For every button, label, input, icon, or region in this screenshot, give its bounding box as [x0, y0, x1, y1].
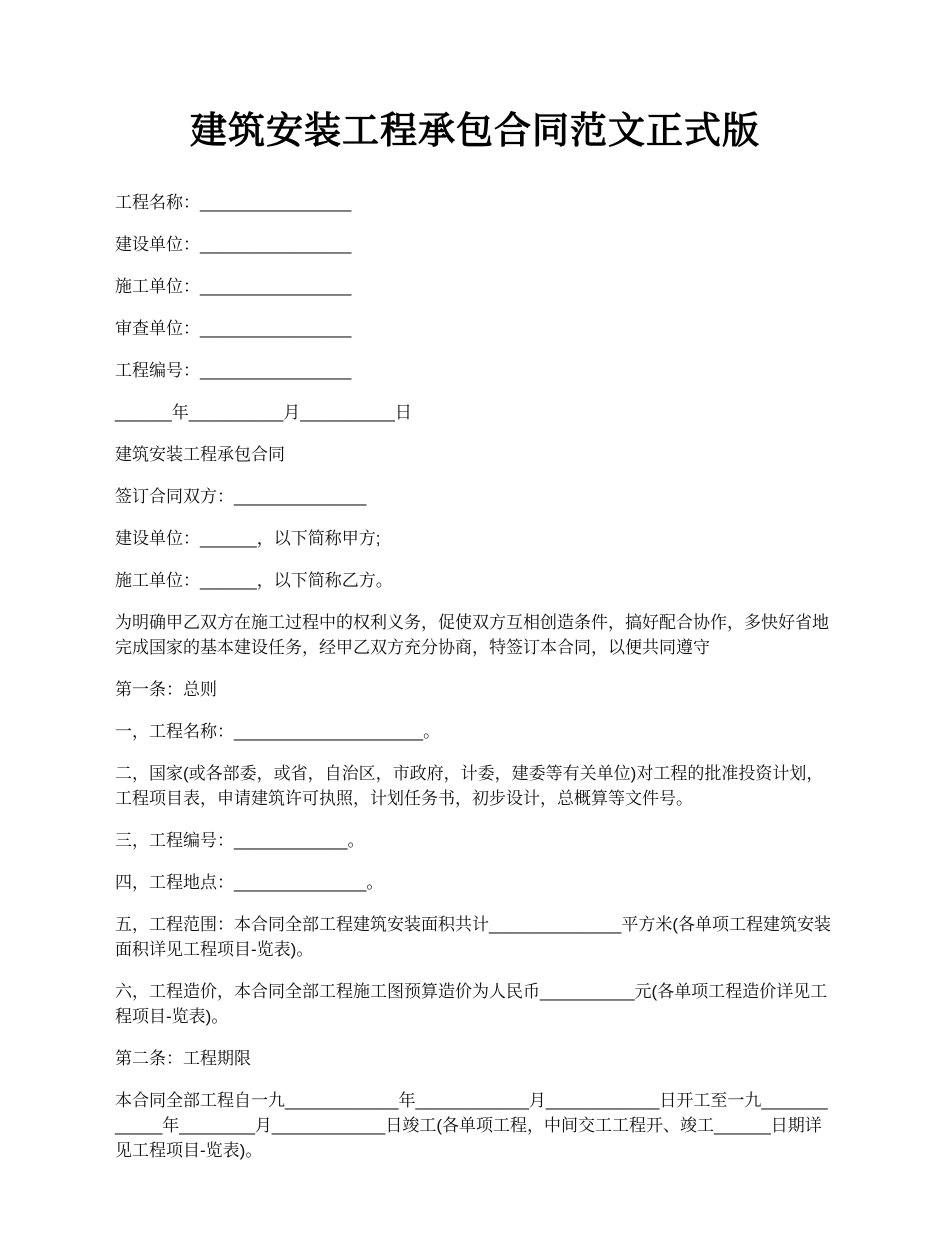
field-review-unit: 审查单位：________________	[115, 319, 352, 338]
article-1-heading: 第一条：总则	[115, 680, 217, 699]
field-project-name: 工程名称：________________	[115, 193, 352, 212]
article-2-duration-paragraph: 本合同全部工程自一九____________年____________月____________日开工至一九____________年________月____________日竣工(各单项工程，中间交工工程开、竣工______日期详见工程项目-览表)。	[115, 1091, 828, 1160]
preamble-paragraph: 为明确甲乙双方在施工过程中的权利义务，促使双方互相创造条件，搞好配合协作，多快好省地完成国家的基本建设任务，经甲乙双方充分协商，特签订本合同，以便共同遵守	[115, 613, 829, 657]
clause-3-project-number: 三，工程编号：____________。	[115, 831, 365, 850]
field-project-number: 工程编号：________________	[115, 361, 352, 380]
contract-subtitle-line: 建筑安装工程承包合同	[115, 445, 285, 464]
clause-4-project-location: 四，工程地点：______________。	[115, 873, 384, 892]
clause-5-project-scope: 五，工程范围：本合同全部工程建筑安装面积共计______________平方米(各单项工程建筑安装面积详见工程项目-览表)。	[115, 915, 832, 959]
clause-2-approval-documents: 二，国家(或各部委，或省，自治区，市政府，计委，建委等有关单位)对工程的批准投资计划，工程项目表，申请建筑许可执照，计划任务书，初步设计，总概算等文件号。	[115, 764, 824, 808]
article-2-heading: 第二条：工程期限	[115, 1049, 251, 1068]
clause-1-project-name: 一，工程名称：____________________。	[115, 722, 441, 741]
clause-6-project-cost: 六，工程造价，本合同全部工程施工图预算造价为人民币__________元(各单项工程造价详见工程项目-览表)。	[115, 982, 828, 1026]
party-a-line: 建设单位：______，以下简称甲方;	[115, 529, 381, 548]
signing-parties-line: 签订合同双方：______________	[115, 487, 367, 506]
field-contractor-unit: 施工单位：________________	[115, 277, 352, 296]
date-line: ______年__________月__________日	[115, 403, 412, 422]
field-construction-unit: 建设单位：________________	[115, 235, 352, 254]
party-b-line: 施工单位：______，以下简称乙方。	[115, 571, 393, 590]
document-title: 建筑安装工程承包合同范文正式版	[190, 110, 760, 151]
